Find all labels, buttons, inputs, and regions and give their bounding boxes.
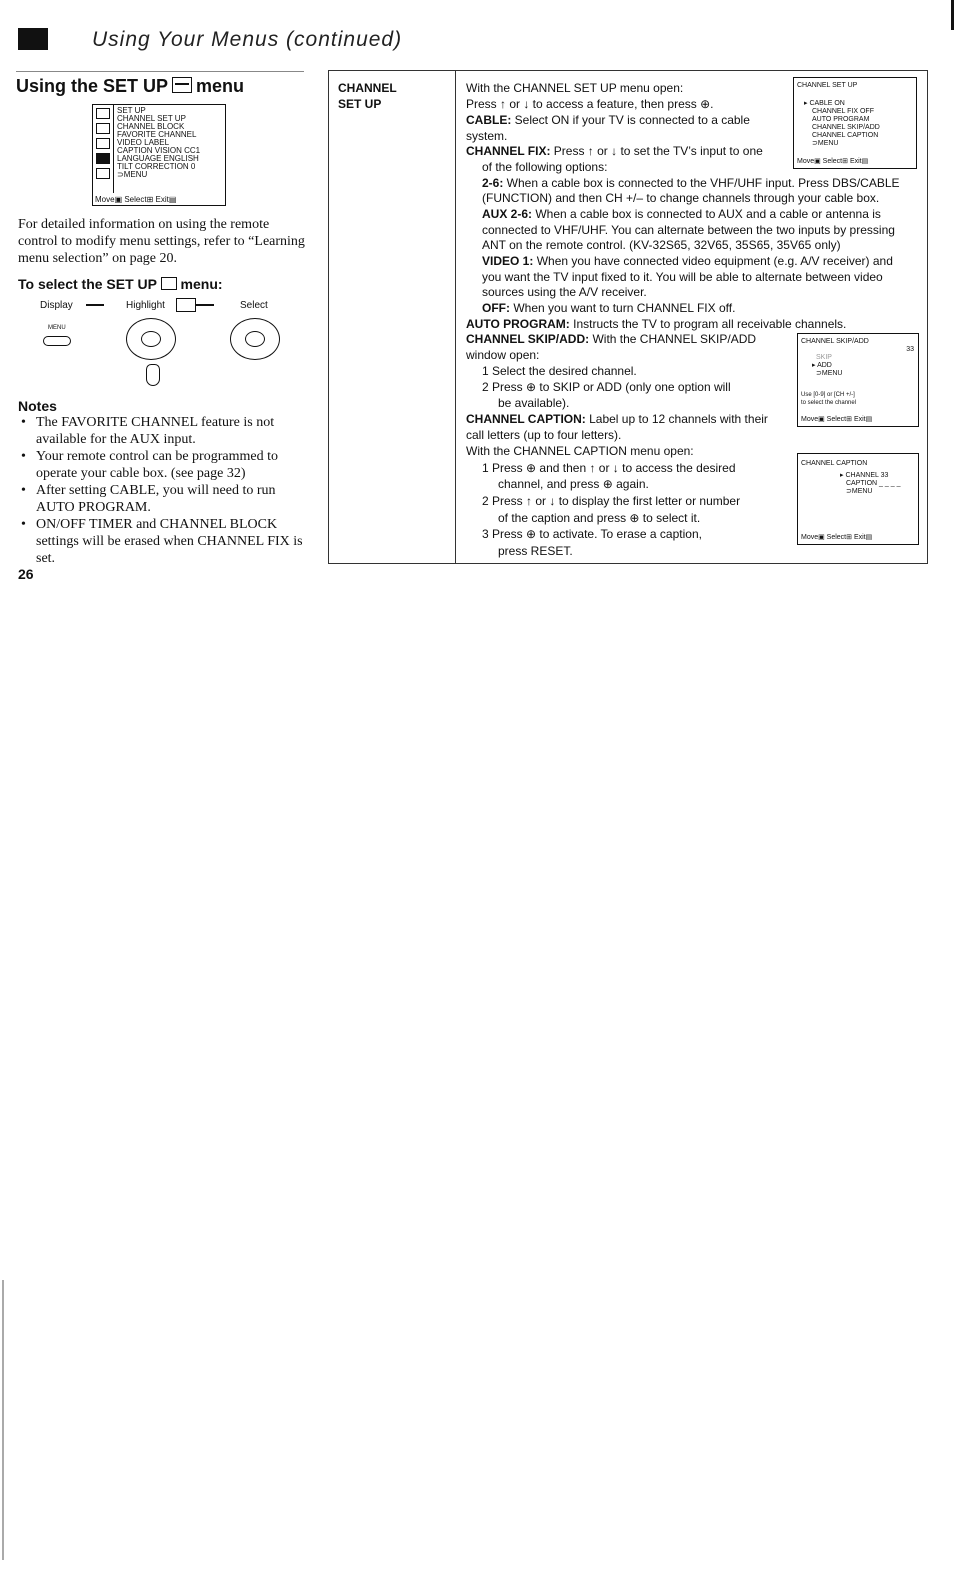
arrow-icon <box>86 304 104 306</box>
arrow-icon <box>196 304 214 306</box>
skip-add-line <box>466 331 756 347</box>
scan-edge <box>2 1280 4 1560</box>
screen-footer: Move▣ Select⊞ Exit▤ <box>801 416 873 423</box>
caption-step-2b: of the caption and press ⊕ to select it. <box>498 511 701 525</box>
screen-item: CHANNEL CAPTION <box>812 132 879 139</box>
timer-icon <box>96 138 110 149</box>
menu-button-label: MENU <box>48 325 66 331</box>
column-divider <box>455 71 456 563</box>
select-subtitle-prefix: To select the SET UP <box>18 276 157 292</box>
fix-desc: Press ↑ or ↓ to set the TV’s input to one <box>550 144 763 158</box>
joystick-pad-icon <box>126 318 176 360</box>
aux-line-3: ANT on the remote control. (KV-32S65, 32V65, 35S65, 35V65 only) <box>482 238 841 252</box>
aux-line-2: connected to VHF/UHF. You can alternate between the two inputs by pressing <box>482 223 895 237</box>
caption-step-2: 2 Press ↑ or ↓ to display the first letter or number <box>482 494 741 508</box>
joystick-press-icon <box>230 318 280 360</box>
aux-desc: When a cable box is connected to AUX and a cable or antenna is <box>532 207 881 221</box>
notes-list <box>18 414 310 567</box>
section-title <box>16 76 244 97</box>
setup-highlight-icon <box>176 298 196 312</box>
screen-footer: Move▣ Select⊞ Exit▤ <box>801 534 873 541</box>
heading-line-1: CHANNEL <box>338 81 397 95</box>
cable-line <box>466 112 750 128</box>
setup-icon <box>96 153 110 164</box>
skip-add-line-2: window open: <box>466 348 540 362</box>
screen-title: CHANNEL CAPTION <box>801 460 868 467</box>
heading-line-2: SET UP <box>338 97 382 111</box>
fix-term: CHANNEL FIX: <box>466 144 551 158</box>
setup-small-icon <box>161 277 177 290</box>
screen-footer: Move▣ Select⊞ Exit▤ <box>797 158 869 165</box>
menu-item: SET UP <box>117 106 146 115</box>
auto-program-desc: Instructs the TV to program all receivable channels. <box>569 317 847 331</box>
menu-item: ⊃MENU <box>117 170 148 179</box>
menu-item: TILT CORRECTION 0 <box>117 162 196 171</box>
video-line-3: sources using the A/V receiver. <box>482 285 647 299</box>
note-item: • Your remote control can be programmed to operate your cable box. (see page 32) <box>18 448 310 482</box>
menu-item: VIDEO LABEL <box>117 138 170 147</box>
video-desc: When you have connected video equipment (e.g. A/V receiver) and <box>533 254 893 268</box>
off-term: OFF: <box>482 301 510 315</box>
note-item: • After setting CABLE, you will need to run AUTO PROGRAM. <box>18 482 310 516</box>
instruction-line: Press ↑ or ↓ to access a feature, then press ⊕. <box>466 97 714 111</box>
section-title-suffix: menu <box>196 76 245 96</box>
option-26-line <box>482 175 900 191</box>
menu-item: CAPTION VISION CC1 <box>117 146 201 155</box>
caption-desc: Label up to 12 channels with their <box>585 412 768 426</box>
screen-hint: Use [0-9] or [CH +/-] <box>801 392 855 398</box>
note-item: • ON/OFF TIMER and CHANNEL BLOCK settings will be erased when CHANNEL FIX is set. <box>18 516 310 567</box>
screen-item: AUTO PROGRAM <box>812 116 870 123</box>
page-number: 26 <box>18 566 34 582</box>
video-line <box>482 253 893 269</box>
fix-line-2: of the following options: <box>482 160 608 174</box>
option-26-term: 2-6: <box>482 176 504 190</box>
finger-icon <box>146 364 160 386</box>
caption-step-3b: press RESET. <box>498 544 573 558</box>
menu-item: LANGUAGE ENGLISH <box>117 154 199 163</box>
menu-item: FAVORITE CHANNEL <box>117 130 197 139</box>
screen-item: ⊃MENU <box>816 370 843 377</box>
audio-icon <box>96 123 110 134</box>
caption-step-1: 1 Press ⊕ and then ↑ or ↓ to access the desired <box>482 461 736 475</box>
menu-button-icon <box>43 336 71 346</box>
screen-hint: to select the channel <box>801 400 857 406</box>
select-subtitle <box>18 276 223 292</box>
screen-channel-number: 33 <box>906 346 914 353</box>
screen-item: CHANNEL SKIP/ADD <box>812 124 880 131</box>
aux-term: AUX 2-6: <box>482 207 533 221</box>
setup-menu-items <box>117 107 200 179</box>
screen-item: SKIP <box>816 354 832 361</box>
skip-step-2b: be available). <box>498 396 570 410</box>
caption-line <box>466 411 768 427</box>
caption-line-3: With the CHANNEL CAPTION menu open: <box>466 444 694 458</box>
caption-line-2: call letters (up to four letters). <box>466 428 622 442</box>
off-desc: When you want to turn CHANNEL FIX off. <box>510 301 736 315</box>
screen-item: CHANNEL FIX OFF <box>812 108 874 115</box>
menu-footer: Move▣ Select⊞ Exit▤ <box>95 195 177 204</box>
table-row-heading <box>338 80 397 112</box>
fix-line <box>466 143 763 159</box>
screen-title: CHANNEL SET UP <box>797 82 858 89</box>
caption-step-1b: channel, and press ⊕ again. <box>498 477 649 491</box>
skip-step-2: 2 Press ⊕ to SKIP or ADD (only one option will <box>482 380 731 394</box>
section-tab-marker <box>18 28 48 50</box>
skip-add-term: CHANNEL SKIP/ADD: <box>466 332 590 346</box>
faint-bleed-text <box>338 116 340 130</box>
cable-desc: Select ON if your TV is connected to a cable <box>511 113 750 127</box>
screen-item: ▸ CABLE ON <box>804 100 845 107</box>
option-26-line-2: (FUNCTION) and then CH +/– to change channels through your cable box. <box>482 191 880 205</box>
screen-title: CHANNEL SKIP/ADD <box>801 338 869 345</box>
intro-paragraph: For detailed information on using the remote control to modify menu settings, refer to “Learning menu selection” on page 20. <box>18 217 305 266</box>
section-rule <box>16 71 304 72</box>
section-title-prefix: Using the SET UP <box>16 76 169 96</box>
display-label: Display <box>40 300 73 311</box>
menu-icon-column <box>93 105 114 193</box>
screen-item: ⊃MENU <box>812 140 839 147</box>
video-icon <box>96 168 110 179</box>
video-line-2: you want the TV input fixed to it. You will be able to alternate between video <box>482 270 883 284</box>
select-subtitle-suffix: menu: <box>180 276 223 292</box>
page-header-title: Using Your Menus (continued) <box>92 28 403 51</box>
off-line <box>482 300 735 316</box>
auto-program-term: AUTO PROGRAM: <box>466 317 570 331</box>
instruction-line: With the CHANNEL SET UP menu open: <box>466 81 684 95</box>
select-label: Select <box>240 300 268 311</box>
setup-menu-screen <box>92 104 226 206</box>
menu-item: CHANNEL BLOCK <box>117 122 185 131</box>
auto-program-line <box>466 316 846 332</box>
setup-menu-icon <box>172 77 192 93</box>
skip-add-desc: With the CHANNEL SKIP/ADD <box>589 332 757 346</box>
highlight-label: Highlight <box>126 300 165 311</box>
option-26-desc: When a cable box is connected to the VHF/UHF input. Press DBS/CABLE <box>503 176 900 190</box>
screen-item: ▸ CHANNEL 33 <box>840 472 889 479</box>
note-item: • The FAVORITE CHANNEL feature is not available for the AUX input. <box>18 414 310 448</box>
caption-term: CHANNEL CAPTION: <box>466 412 586 426</box>
menu-item: CHANNEL SET UP <box>117 114 186 123</box>
caption-screen <box>797 453 919 545</box>
video-term: VIDEO 1: <box>482 254 534 268</box>
channel-setup-screen <box>793 77 917 169</box>
screen-item: ⊃MENU <box>846 488 873 495</box>
cable-term: CABLE: <box>466 113 512 127</box>
screen-item: CAPTION _ _ _ _ <box>846 480 901 487</box>
caption-step-3: 3 Press ⊕ to activate. To erase a caption, <box>482 527 702 541</box>
notes-title: Notes <box>18 398 57 414</box>
aux-line <box>482 206 881 222</box>
screen-item: ▸ ADD <box>812 362 832 369</box>
skip-add-screen <box>797 333 919 427</box>
skip-step-1: 1 Select the desired channel. <box>482 364 637 378</box>
picture-icon <box>96 108 110 119</box>
cable-line-2: system. <box>466 129 508 143</box>
